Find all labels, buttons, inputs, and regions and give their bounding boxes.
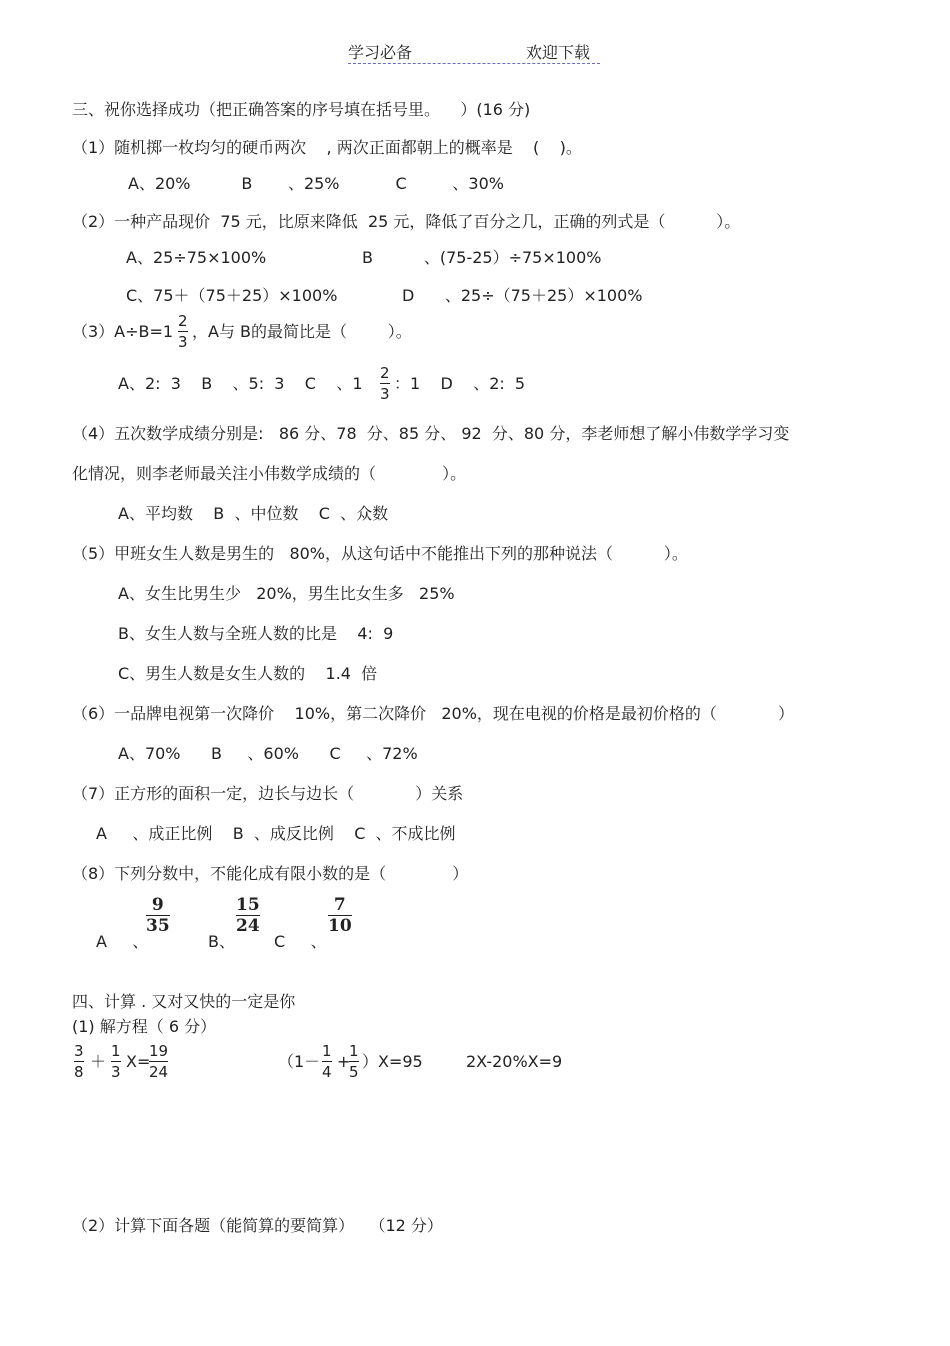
q3-options-a: A、2: 3 B 、5: 3 C 、1: [118, 374, 363, 393]
q8-fraction-b-denominator: 24: [236, 916, 260, 936]
q2-option-b: B 、(75-25）÷75×100%: [362, 248, 602, 267]
q3-option-fraction-denominator: 3: [380, 385, 390, 403]
q1-stem: （1）随机掷一枚均匀的硬币两次 , 两次正面都朝上的概率是 ( )。: [72, 138, 582, 157]
q5-option-c: C、男生人数是女生人数的 1.4 倍: [118, 664, 378, 683]
q5-option-b: B、女生人数与全班人数的比是 4: 9: [118, 624, 394, 643]
q8-stem: （8）下列分数中，不能化成有限小数的是（ ）: [72, 864, 469, 883]
part2-title: （2）计算下面各题（能简算的要简算） （12 分）: [72, 1216, 443, 1235]
eq2-close: ）X=95: [362, 1052, 423, 1071]
q8-fraction-a-denominator: 35: [146, 916, 170, 936]
section4-title: 四、计算 . 又对又快的一定是你: [72, 992, 296, 1011]
eq2-open: （1－: [278, 1052, 321, 1071]
eq1-fraction-3-denominator: 24: [149, 1063, 169, 1081]
q5-stem: （5）甲班女生人数是男生的 80%，从这句话中不能推出下列的那种说法（ ）。: [72, 544, 688, 563]
q4-line1: （4）五次数学成绩分别是: 86 分、78 分、85 分、 92 分、80 分，李老师想了解小伟数学学习变: [72, 424, 790, 443]
q7-stem: （7）正方形的面积一定，边长与边长（ ）关系: [72, 784, 464, 803]
q3-fraction-denominator: 3: [178, 333, 188, 351]
q8-label-a: A 、: [96, 932, 149, 951]
eq1-plus: ＋: [90, 1052, 107, 1071]
eq1-fraction-1: [74, 1042, 84, 1081]
q3-fraction-numerator: 2: [178, 312, 188, 330]
eq1-fraction-2-numerator: 1: [111, 1042, 121, 1060]
q3-option-fraction: [380, 364, 390, 403]
fraction-bar: [178, 331, 188, 332]
q3-fraction: [178, 312, 188, 351]
q8-fraction-b-numerator: 15: [236, 895, 260, 915]
header-left: 学习必备: [348, 43, 413, 62]
q8-fraction-c: [328, 896, 352, 935]
header-divider: [348, 63, 600, 64]
part1-title: (1) 解方程（ 6 分）: [72, 1017, 217, 1036]
eq3: 2X-20%X=9: [466, 1052, 563, 1071]
q6-stem: （6）一品牌电视第一次降价 10%，第二次降价 20%，现在电视的价格是最初价格的（ ）: [72, 704, 794, 723]
header-right: 欢迎下载: [526, 43, 591, 62]
fraction-bar: [74, 1061, 84, 1062]
q4-options: A、平均数 B 、中位数 C 、众数: [118, 504, 389, 523]
q4-line2: 化情况，则李老师最关注小伟数学成绩的（ ）。: [72, 464, 467, 483]
eq1-fraction-3-numerator: 19: [149, 1042, 169, 1060]
eq1-fraction-2: [111, 1042, 121, 1081]
fraction-bar: [111, 1061, 121, 1062]
eq2-fraction-2-denominator: 5: [349, 1063, 359, 1081]
eq2-fraction-1-denominator: 4: [322, 1063, 332, 1081]
q3-stem-a: （3）A÷B=1: [72, 322, 174, 341]
q3-stem-b: ，A与 B的最简比是（ ）。: [192, 322, 412, 341]
eq1-fraction-1-denominator: 8: [74, 1063, 84, 1081]
q3-option-fraction-numerator: 2: [380, 364, 390, 382]
eq2-fraction-1-numerator: 1: [322, 1042, 332, 1060]
q8-fraction-a: [146, 896, 170, 935]
q3-options-b: ：1 D 、2: 5: [394, 374, 526, 393]
q5-option-a: A、女生比男生少 20%，男生比女生多 25%: [118, 584, 455, 603]
eq2-fraction-2-numerator: 1: [349, 1042, 359, 1060]
q8-fraction-a-numerator: 9: [151, 895, 164, 915]
q8-label-c: C 、: [274, 932, 327, 951]
fraction-bar: [322, 1061, 332, 1062]
eq2-fraction-1: [322, 1042, 332, 1081]
q2-option-d: D 、25÷（75＋25）×100%: [402, 286, 643, 305]
q8-fraction-b: [236, 896, 260, 935]
fraction-bar: [149, 1061, 168, 1062]
q8-fraction-c-denominator: 10: [328, 916, 352, 936]
q8-fraction-c-numerator: 7: [333, 895, 346, 915]
q7-options: A 、成正比例 B 、成反比例 C 、不成比例: [96, 824, 456, 843]
q2-option-a: A、25÷75×100%: [126, 248, 267, 267]
eq1-fraction-3: [149, 1042, 168, 1081]
q1-options: A、20% B 、25% C 、30%: [128, 174, 504, 193]
fraction-bar: [349, 1061, 359, 1062]
eq2-plus: +: [337, 1052, 351, 1071]
q2-stem: （2）一种产品现价 75 元，比原来降低 25 元，降低了百分之几，正确的列式是（ ）。: [72, 212, 741, 231]
eq1-x: X=: [126, 1052, 151, 1071]
eq1-fraction-2-denominator: 3: [111, 1063, 121, 1081]
fraction-bar: [380, 383, 390, 384]
q6-options: A、70% B 、60% C 、72%: [118, 744, 418, 763]
eq1-fraction-1-numerator: 3: [74, 1042, 84, 1060]
q2-option-c: C、75＋（75＋25）×100%: [126, 286, 338, 305]
section3-title: 三、祝你选择成功（把正确答案的序号填在括号里。 ）(16 分): [72, 100, 531, 119]
q8-label-b: B、: [208, 932, 235, 951]
eq2-fraction-2: [349, 1042, 359, 1081]
